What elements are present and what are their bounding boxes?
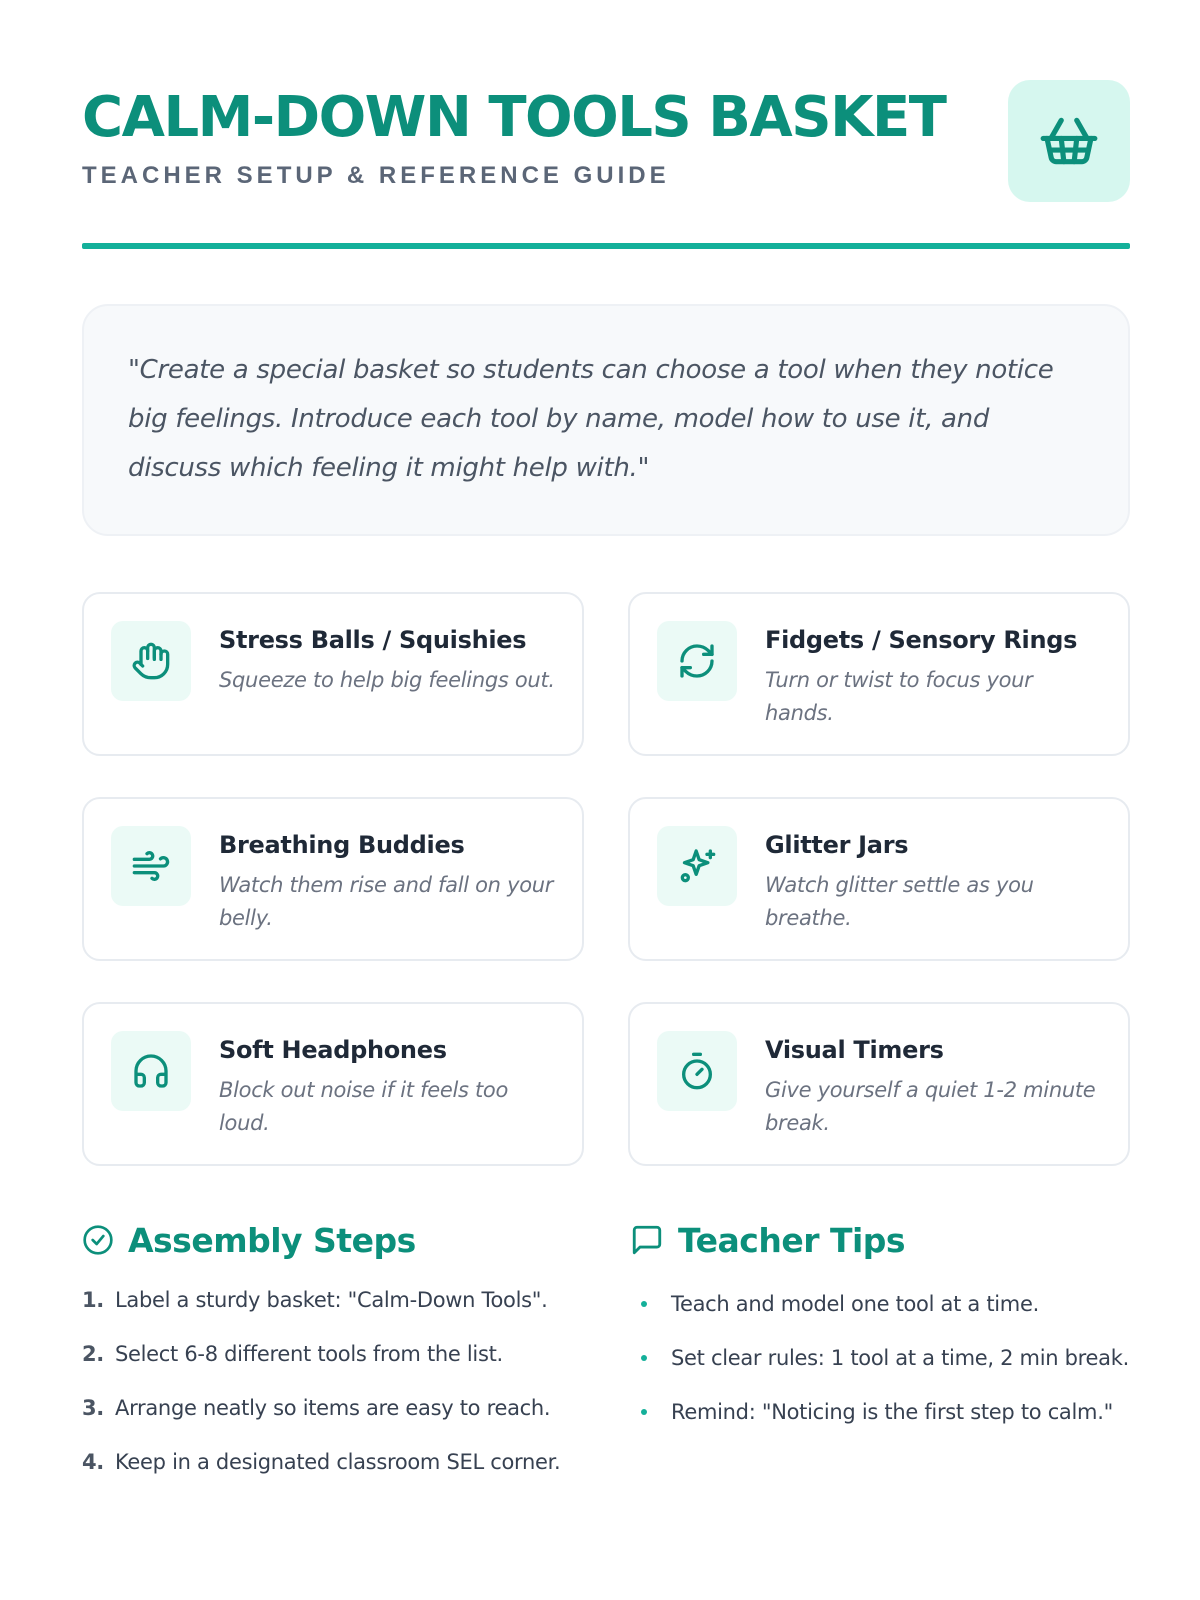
tool-title: Visual Timers: [765, 1036, 944, 1064]
intro-quote: [82, 304, 1130, 536]
page-subtitle: TEACHER SETUP & REFERENCE GUIDE: [82, 162, 670, 189]
tool-description: Turn or twist to focus your hands.: [765, 668, 1033, 725]
tool-description: Give yourself a quiet 1-2 minute break.: [765, 1078, 1096, 1135]
page-header: [82, 80, 1130, 250]
bullet-dot: [641, 1409, 647, 1415]
list-item: [82, 1288, 582, 1342]
check-circle-icon: [82, 1224, 114, 1256]
list-item: [82, 1450, 582, 1504]
refresh-icon: [677, 641, 717, 681]
tool-card-visual-timers: [628, 1002, 1130, 1166]
step-text: Keep in a designated classroom SEL corner.: [115, 1450, 561, 1474]
tool-card-stress-balls: [82, 592, 584, 756]
tool-card-headphones: [82, 1002, 584, 1166]
tool-card-breathing-buddies: [82, 797, 584, 961]
tool-title: Soft Headphones: [219, 1036, 447, 1064]
list-item: [82, 1342, 582, 1396]
list-item: [630, 1342, 1130, 1375]
tool-title: Stress Balls / Squishies: [219, 626, 527, 654]
step-text: Select 6-8 different tools from the list.: [115, 1342, 503, 1366]
tool-description: Watch glitter settle as you breathe.: [765, 873, 1034, 930]
tool-title: Glitter Jars: [765, 831, 909, 859]
step-number: 3.: [82, 1396, 104, 1420]
step-number: 1.: [82, 1288, 104, 1312]
tool-icon-tile: [111, 826, 191, 906]
step-text: Label a sturdy basket: "Calm-Down Tools".: [115, 1288, 548, 1312]
tool-title: Breathing Buddies: [219, 831, 465, 859]
list-item: [630, 1396, 1130, 1429]
step-number: 4.: [82, 1450, 104, 1474]
timer-icon: [677, 1051, 717, 1091]
tip-text: Teach and model one tool at a time.: [671, 1292, 1039, 1316]
assembly-steps-section: [82, 1216, 582, 1504]
tool-description: Squeeze to help big feelings out.: [219, 668, 555, 692]
step-text: Arrange neatly so items are easy to reach.: [115, 1396, 551, 1420]
page-title: CALM-DOWN TOOLS BASKET: [82, 85, 946, 150]
intro-quote-text: "Create a special basket so students can choose a tool when they notice big feelings. Introduce each tool by name, model how to use it, and discuss which feeling it might help with.": [128, 355, 1054, 483]
list-item: [630, 1288, 1130, 1321]
list-item: [82, 1396, 582, 1450]
tool-description: Watch them rise and fall on your belly.: [219, 873, 554, 930]
bullet-dot: [641, 1301, 647, 1307]
tool-icon-tile: [657, 826, 737, 906]
tip-text: Set clear rules: 1 tool at a time, 2 min break.: [671, 1346, 1129, 1370]
header-divider: [82, 243, 1130, 249]
tool-icon-tile: [111, 621, 191, 701]
tool-card-glitter-jars: [628, 797, 1130, 961]
hand-icon: [131, 641, 171, 681]
teacher-tips-section: [630, 1216, 1130, 1450]
tool-icon-tile: [657, 621, 737, 701]
reference-guide-page: [82, 0, 1130, 1600]
bullet-dot: [641, 1355, 647, 1361]
step-number: 2.: [82, 1342, 104, 1366]
basket-badge: [1008, 80, 1130, 202]
tool-icon-tile: [657, 1031, 737, 1111]
assembly-steps-list: [82, 1288, 582, 1504]
headphones-icon: [131, 1051, 171, 1091]
tool-title: Fidgets / Sensory Rings: [765, 626, 1078, 654]
message-square-icon: [630, 1223, 664, 1257]
tool-description: Block out noise if it feels too loud.: [219, 1078, 509, 1135]
tool-icon-tile: [111, 1031, 191, 1111]
sparkles-icon: [677, 846, 717, 886]
tool-card-fidgets: [628, 592, 1130, 756]
tip-text: Remind: "Noticing is the first step to calm.": [671, 1400, 1113, 1424]
teacher-tips-header: [630, 1216, 1130, 1264]
teacher-tips-heading: Teacher Tips: [678, 1220, 906, 1260]
basket-icon: [1038, 110, 1100, 172]
teacher-tips-list: [630, 1288, 1130, 1429]
wind-icon: [131, 846, 171, 886]
assembly-steps-heading: Assembly Steps: [128, 1220, 416, 1260]
assembly-steps-header: [82, 1216, 582, 1264]
